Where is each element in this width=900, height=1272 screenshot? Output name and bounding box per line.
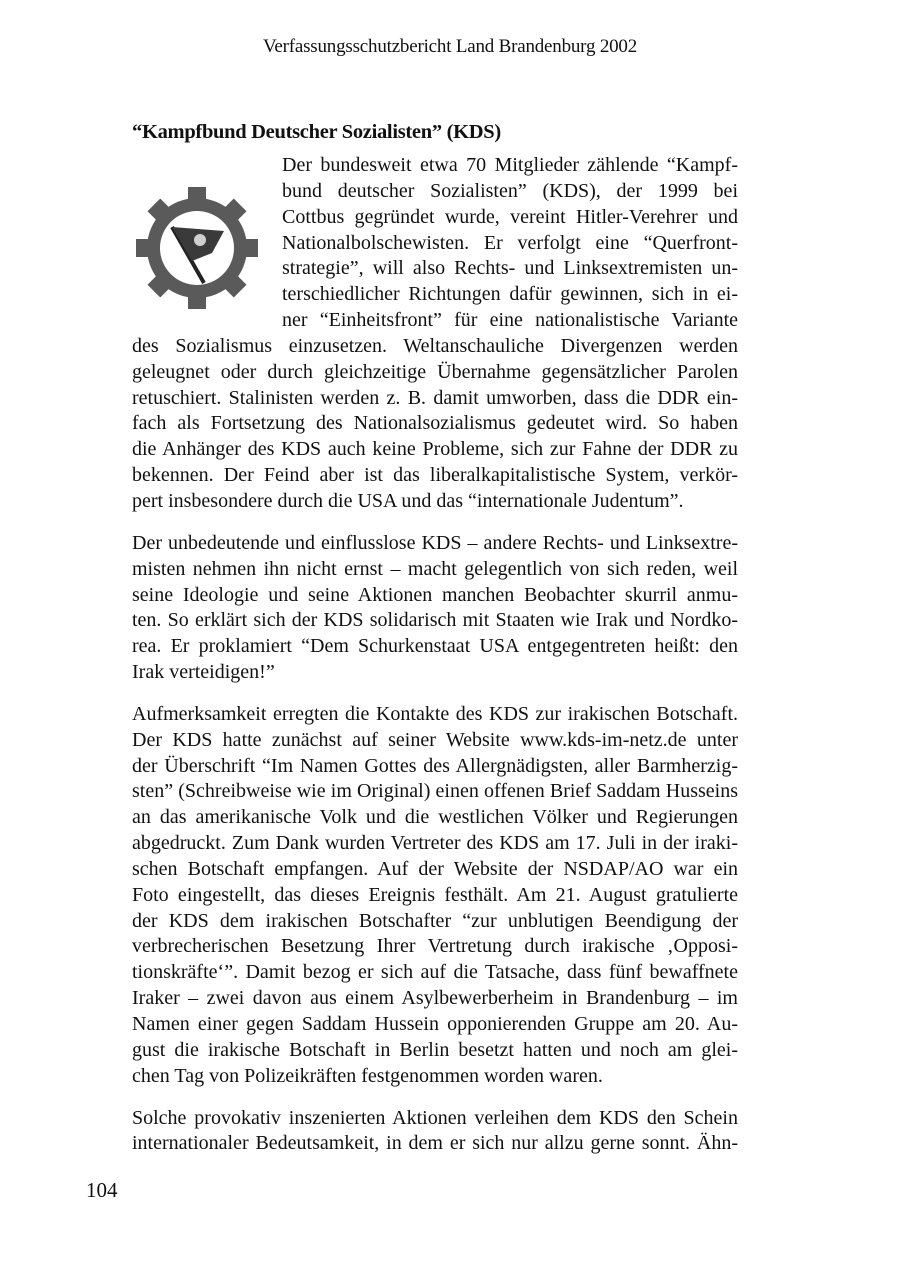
body-text xyxy=(132,153,738,1173)
paragraph-4: Solche provokativ inszenierten Aktionen verleihen dem KDS den Schein internationaler Bedeutsamkeit, in dem er sich nur allzu gerne sonnt. Ähn- xyxy=(132,1106,738,1155)
page-number: 104 xyxy=(86,1178,118,1202)
paragraph-2: Der unbedeutende und einflusslose KDS – andere Rechts- und Linksextre- misten nehmen ihn nicht ernst – macht gelegentlich von sich reden, weil seine Ideologie und seine Aktionen manchen Beobachter skurril anmu- ten. So erklärt sich der KDS solidarisch mit Staaten wie Irak und Nordko- rea. Er proklamiert “Dem Schurkenstaat USA entgegentreten heißt: den Irak verteidigen!” xyxy=(132,531,738,684)
gear-flag-icon xyxy=(132,183,262,313)
section-title: “Kampfbund Deutscher Sozialisten” (KDS) xyxy=(132,121,501,143)
kds-logo xyxy=(132,153,282,333)
paragraph-3: Aufmerksamkeit erregten die Kontakte des KDS zur irakischen Botschaft. Der KDS hatte zunächst auf seiner Website www.kds-im-netz.de unter der Überschrift “Im Namen Gottes des Allergnädigsten, aller Barmherzig- sten” (Schreibweise wie im Original) einen offenen Brief Saddam Husseins an das amerikanische Volk und die westlichen Völker und Regierungen abgedruckt. Zum Dank wurden Vertreter des KDS am 17. Juli in der iraki- schen Botschaft empfangen. Auf der Website der NSDAP/AO war ein Foto eingestellt, das dieses Ereignis festhält. Am 21. August gratulierte der KDS dem irakischen Botschafter “zur unblutigen Beendigung der verbrecherischen Besetzung Ihrer Vertretung durch irakische ‚Opposi- tionskräfte‘”. Damit bezog er sich auf die Tatsache, dass fünf bewaffnete Iraker – zwei davon aus einem Asylbewerberheim in Brandenburg – im Namen einer gegen Saddam Hussein opponierenden Gruppe am 20. Au- gust die irakische Botschaft in Berlin besetzt hatten und noch am glei- chen Tag von Polizeikräften festgenommen worden waren. xyxy=(132,702,738,1087)
paragraph-1: Der bundesweit etwa 70 Mitglieder zählende “Kampf- bund deutscher Sozialisten” (KDS), der 1999 bei Cottbus gegründet wurde, vereint Hitler-Verehrer und Nationalbolschewisten. Er verfolgt eine “Querfront- strategie”, will also Rechts- und Linksextremisten un- terschiedlicher Richtungen dafür gewinnen, sich in ei- ner “Einheitsfront” für eine nationalistische Variante des Sozialismus einzusetzen. Weltanschauliche Divergenzen werden geleugnet oder durch gleichzeitige Übernahme gegensätzlicher Parolen retuschiert. Stalinisten werden z. B. damit umworben, dass die DDR ein- fach als Fortsetzung des Nationalsozialismus gedeutet wird. So haben die Anhänger des KDS auch keine Probleme, sich zur Fahne der DDR zu bekennen. Der Feind aber ist das liberalkapitalistische System, verkör- pert insbesondere durch die USA und das “internationale Judentum”. xyxy=(132,154,738,512)
running-header: Verfassungsschutzbericht Land Brandenburg 2002 xyxy=(262,36,638,57)
